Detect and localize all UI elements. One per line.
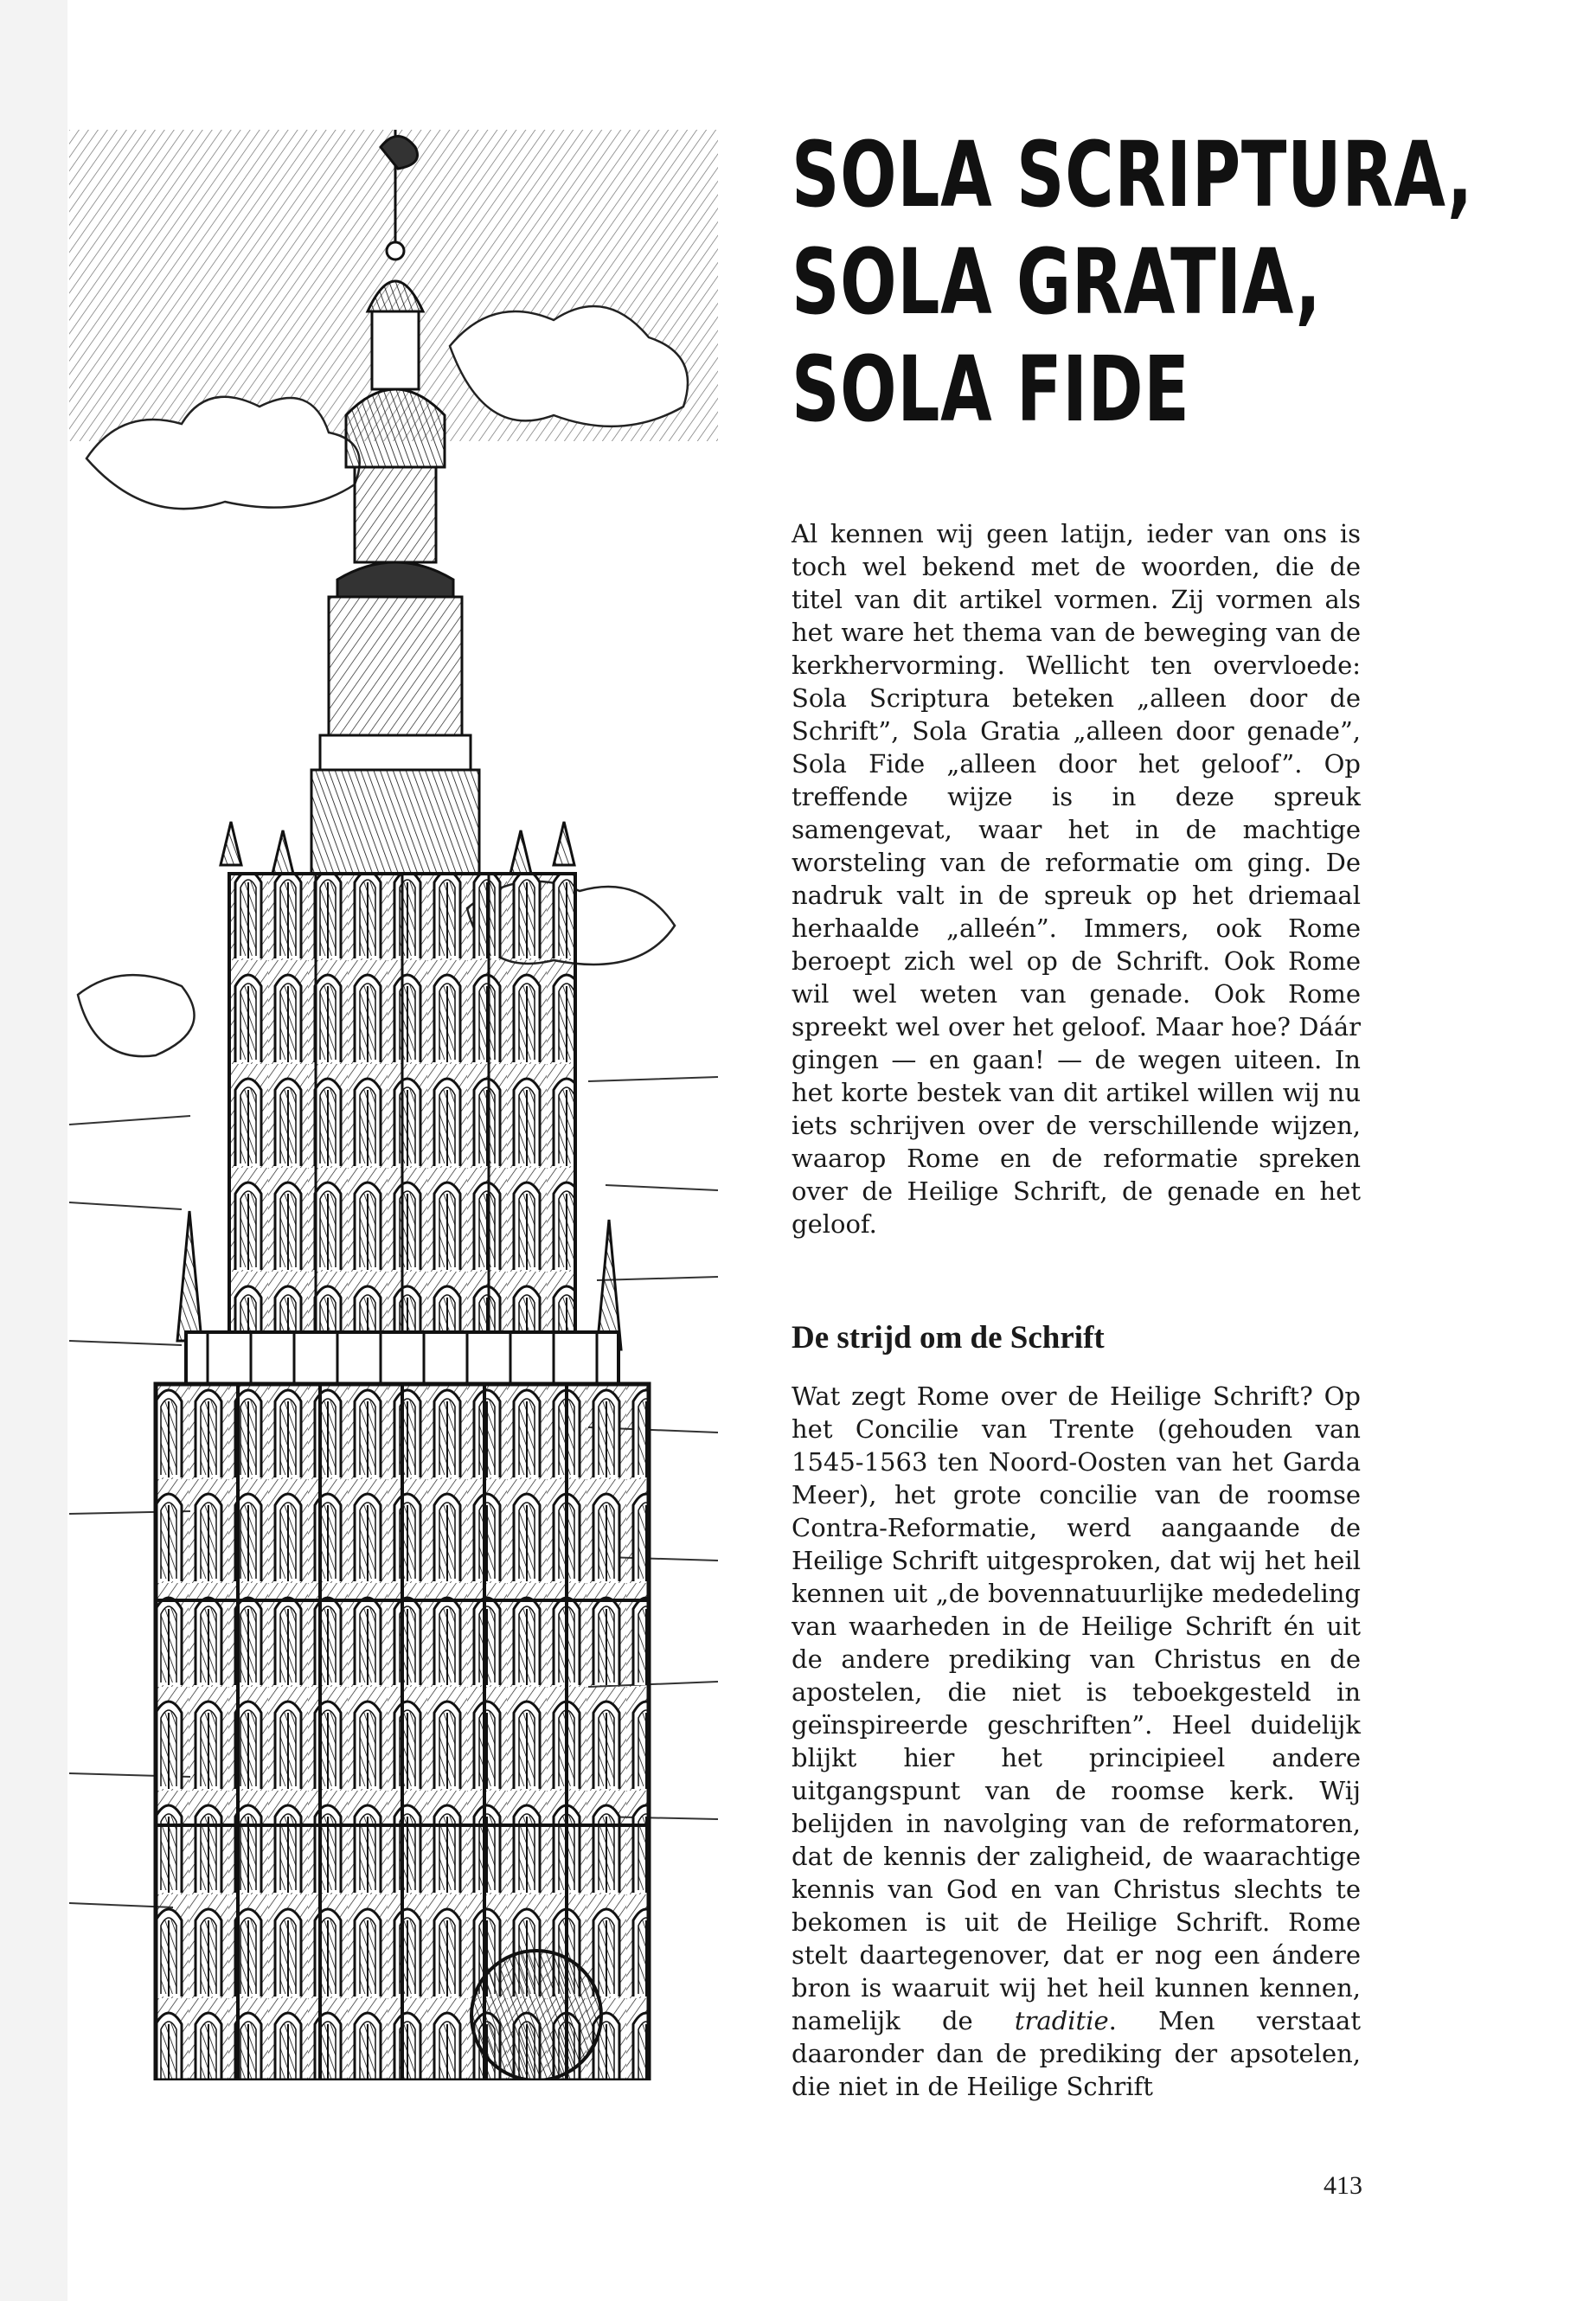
church-tower-illustration bbox=[69, 130, 718, 2080]
section-paragraph bbox=[792, 1380, 1361, 2103]
section-text-part-2: . Men verstaat daaronder dan de prediking der apsotelen, die niet in de Heilige Schrift bbox=[792, 2006, 1361, 2101]
article-title bbox=[792, 121, 1474, 443]
intro-paragraph: Al kennen wij geen latijn, ieder van ons is toch wel bekend met de woorden, die de titel van dit artikel vormen. Zij vormen als het ware het thema van de beweging van de kerkhervorming. Wellicht ten overvloede: Sola Scriptura beteken „alleen door de Schrift”, Sola Gratia „alleen door genade”, Sola Fide „alleen door het geloof”. Op treffende wijze is in deze spreuk samengevat, waar het in de machtige worsteling van de reformatie om ging. De nadruk valt in de spreuk op het driemaal herhaalde „alleén”. Immers, ook Rome beroept zich wel op de Schrift. Ook Rome wil wel weten van genade. Ook Rome spreekt wel over het geloof. Maar hoe? Dáár gingen — en gaan! — de wegen uiteen. In het korte bestek van dit artikel willen wij nu iets schrijven over de verschillende wijzen, waarop Rome en de reformatie spreken over de Heilige Schrift, de genade en het geloof. bbox=[792, 519, 1361, 1239]
church-tower-drawing bbox=[69, 130, 718, 2080]
title-line-3: SOLA FIDE bbox=[792, 336, 1190, 442]
section-heading: De strijd om de Schrift bbox=[792, 1320, 1105, 1356]
title-line-2: SOLA GRATIA, bbox=[792, 229, 1322, 335]
section-text-part-1: Wat zegt Rome over de Heilige Schrift? Op het Concilie van Trente (gehouden van 1545-1563 ten Noord-Oosten van het Garda Meer), het grote concilie van de roomse Contra-Reformatie, werd aangaande de Heilige Schrift uitgesproken, dat wij het heil kennen uit „de bovennatuurlijke mededeling van waarheden in de Heilige Schrift én uit de andere prediking van Christus en de apostelen, die niet is teboekgesteld in geïnspireerde geschriften”. Heel duidelijk blijkt hier het principieel andere uitgangspunt van de roomse kerk. Wij belijden in navolging van de reformatoren, dat de kennis der zaligheid, de waarachtige kennis van God en van Christus slechts te bekomen is uit de Heilige Schrift. Rome stelt daartegenover, dat er nog een ándere bron is waaruit wij het heil kunnen kennen, namelijk de bbox=[792, 1381, 1361, 2035]
page-number: 413 bbox=[1324, 2171, 1362, 2200]
title-line-1: SOLA SCRIPTURA, bbox=[792, 122, 1474, 228]
scan-edge-shadow bbox=[0, 0, 67, 2301]
section-text-emphasis: traditie bbox=[1014, 2006, 1109, 2035]
